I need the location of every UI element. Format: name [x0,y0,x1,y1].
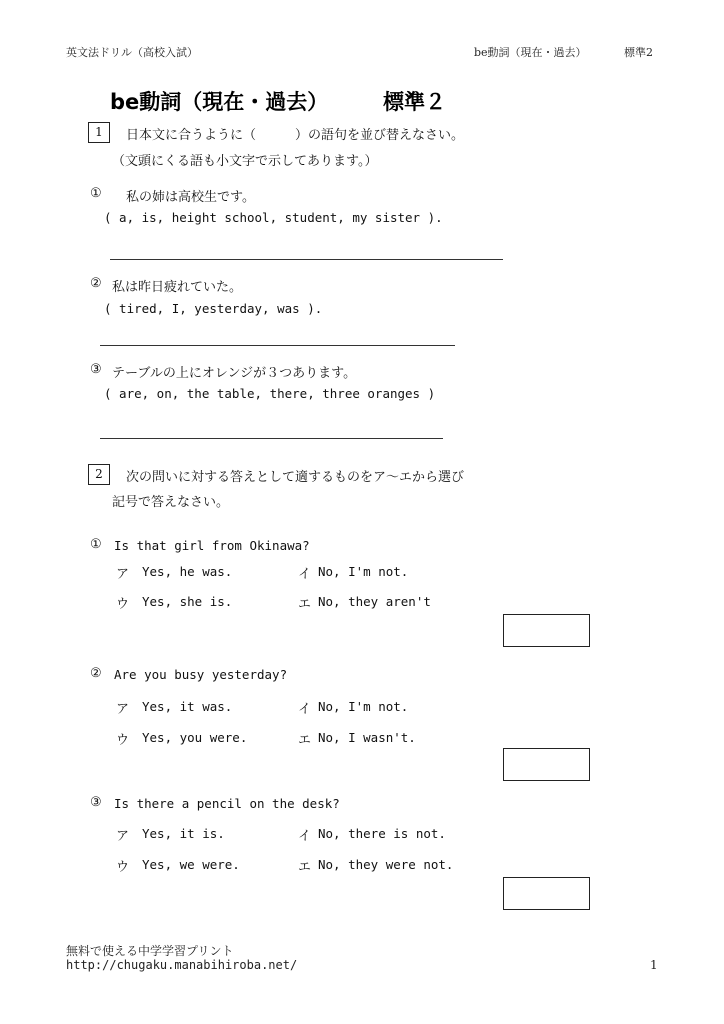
s2-q3-d-label: エ [298,860,312,875]
section2-instruction-note: 記号で答えなさい。 [112,495,230,510]
page-title: be動詞（現在・過去） [110,90,329,114]
s2-q1-answer-box[interactable] [503,614,590,647]
s2-q3-a-label: ア [116,829,130,844]
s1-q1-japanese: 私の姉は高校生です。 [126,190,255,205]
s1-q1-words: ( a, is, height school, student, my sister ). [104,210,443,225]
s1-q3-answer-line[interactable] [100,438,443,439]
s2-q1-b-label: イ [298,567,312,582]
s2-q2-d-text[interactable]: No, I wasn't. [318,730,416,745]
s2-q3-answer-box[interactable] [503,877,590,910]
s2-q2-d-label: エ [298,733,312,748]
s2-q2-question: Are you busy yesterday? [114,667,288,682]
s2-q3-d-text[interactable]: No, they were not. [318,857,454,872]
s1-q1-mark: ① [90,186,102,201]
s2-q1-a-text[interactable]: Yes, he was. [142,564,233,579]
s2-q2-b-text[interactable]: No, I'm not. [318,699,409,714]
section2-instruction: 次の問いに対する答えとして適するものをア～エから選び [126,470,465,485]
s2-q3-c-label: ウ [116,860,130,875]
s2-q2-answer-box[interactable] [503,748,590,781]
s2-q2-b-label: イ [298,702,312,717]
s2-q2-a-label: ア [116,702,130,717]
section1-instruction: 日本文に合うように（ ）の語句を並び替えなさい。 [126,128,465,143]
s2-q1-mark: ① [90,537,102,552]
s1-q2-japanese: 私は昨日疲れていた。 [112,280,243,295]
s2-q1-d-text[interactable]: No, they aren't [318,594,431,609]
section2-number: 2 [88,464,110,485]
header-left: 英文法ドリル（高校入試） [66,46,198,59]
section1-instruction-note: （文頭にくる語も小文字で示してあります。） [112,154,378,169]
s2-q1-b-text[interactable]: No, I'm not. [318,564,409,579]
page-number: 1 [650,958,658,972]
s2-q3-question: Is there a pencil on the desk? [114,796,340,811]
s1-q2-words: ( tired, I, yesterday, was ). [104,301,323,316]
s2-q1-c-text[interactable]: Yes, she is. [142,594,233,609]
s2-q1-c-label: ウ [116,597,130,612]
s2-q2-c-text[interactable]: Yes, you were. [142,730,248,745]
s2-q3-a-text[interactable]: Yes, it is. [142,826,225,841]
s2-q1-d-label: エ [298,597,312,612]
page-level: 標準２ [383,90,446,114]
s2-q2-mark: ② [90,666,102,681]
s2-q2-a-text[interactable]: Yes, it was. [142,699,233,714]
s2-q3-b-text[interactable]: No, there is not. [318,826,446,841]
footer-title: 無料で使える中学学習プリント [66,944,234,958]
s2-q3-mark: ③ [90,795,102,810]
s1-q3-japanese: テーブルの上にオレンジが３つあります。 [112,366,357,381]
s1-q3-mark: ③ [90,362,102,377]
s1-q3-words: ( are, on, the table, there, three oranges ) [104,386,436,401]
s2-q2-c-label: ウ [116,733,130,748]
s2-q1-a-label: ア [116,567,130,582]
s2-q3-c-text[interactable]: Yes, we were. [142,857,240,872]
footer-url[interactable]: http://chugaku.manabihiroba.net/ [66,958,298,972]
s2-q1-question: Is that girl from Okinawa? [114,538,310,553]
section1-number: 1 [88,122,110,143]
header-topic: be動詞（現在・過去） [474,46,587,59]
s1-q2-answer-line[interactable] [100,345,455,346]
s1-q2-mark: ② [90,276,102,291]
s2-q3-b-label: イ [298,829,312,844]
header-level: 標準2 [624,46,653,59]
s1-q1-answer-line[interactable] [110,259,503,260]
